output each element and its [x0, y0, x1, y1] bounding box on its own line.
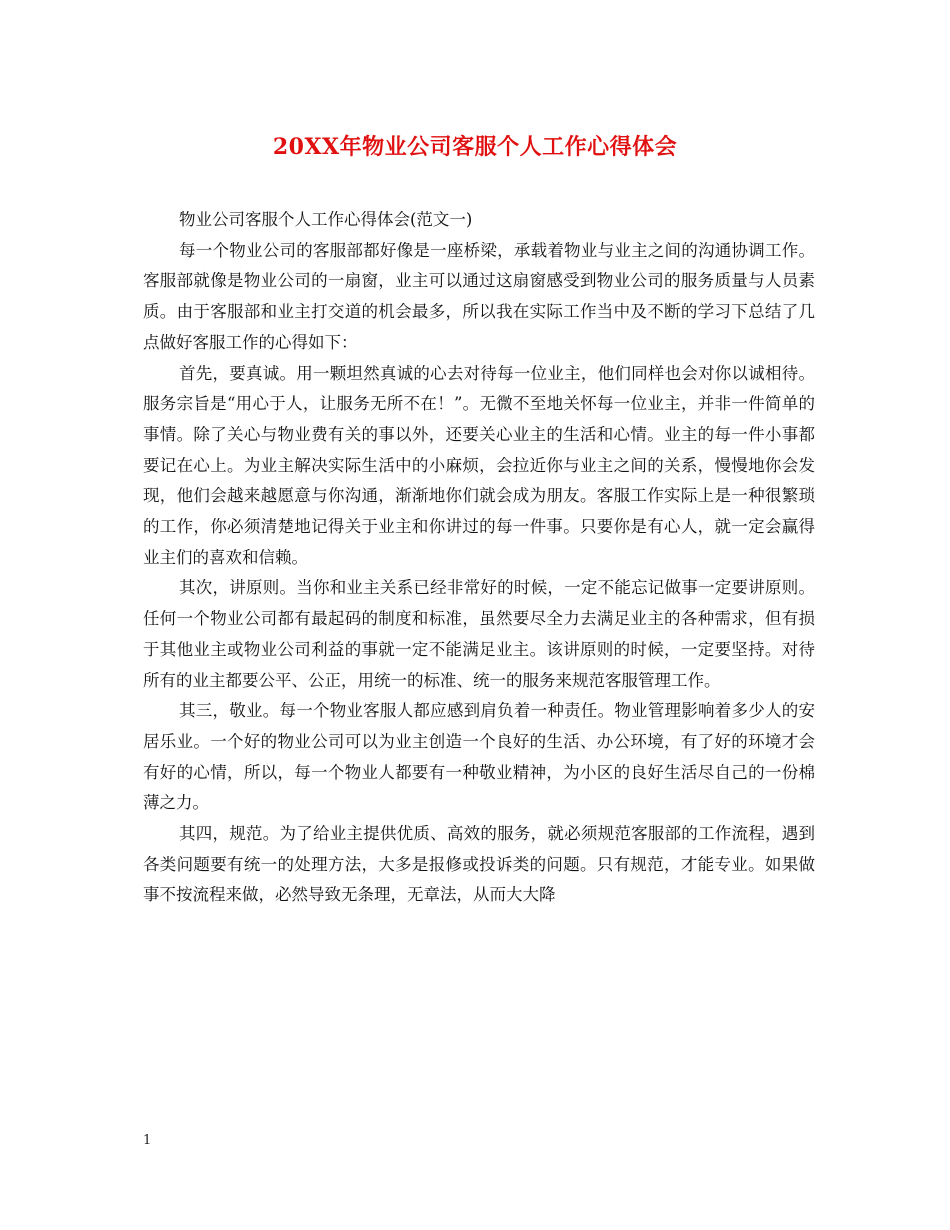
paragraph-intro: 每一个物业公司的客服部都好像是一座桥梁，承载着物业与业主之间的沟通协调工作。客服部就像是物业公司的一扇窗，业主可以通过这扇窗感受到物业公司的服务质量与人员素质。由于客服部和业主打交道的机会最多，所以我在实际工作当中及不断的学习下总结了几点做好客服工作的心得如下：: [143, 240, 815, 352]
paragraph-dedication: 其三，敬业。每一个物业客服人都应感到肩负着一种责任。物业管理影响着多少人的安居乐业。一个好的物业公司可以为业主创造一个良好的生活、办公环境，有了好的环境才会有好的心情，所以，每一个物业人都要有一种敬业精神，为小区的良好生活尽自己的一份棉薄之力。: [143, 701, 815, 813]
page-number: 1: [143, 1133, 152, 1148]
document-body: [143, 205, 815, 911]
paragraph-sincerity: 首先，要真诚。用一颗坦然真诚的心去对待每一位业主，他们同样也会对你以诚相待。服务宗旨是“用心于人，让服务无所不在！”。无微不至地关怀每一位业主，并非一件简单的事情。除了关心与物业费有关的事以外，还要关心业主的生活和心情。业主的每一件小事都要记在心上。为业主解决实际生活中的小麻烦，会拉近你与业主之间的关系，慢慢地你会发现，他们会越来越愿意与你沟通，渐渐地你们就会成为朋友。客服工作实际上是一种很繁琐的工作，你必须清楚地记得关于业主和你讲过的每一件事。只要你是有心人，就一定会赢得业主们的喜欢和信赖。: [143, 363, 815, 567]
document-title: 20XX年物业公司客服个人工作心得体会: [272, 134, 678, 160]
document-subtitle: 物业公司客服个人工作心得体会(范文一): [179, 210, 473, 229]
paragraph-standardization: 其四，规范。为了给业主提供优质、高效的服务，就必须规范客服部的工作流程，遇到各类问题要有统一的处理方法，大多是报修或投诉类的问题。只有规范，才能专业。如果做事不按流程来做，必然导致无条理，无章法，从而大大降: [143, 824, 815, 905]
paragraph-principle: 其次，讲原则。当你和业主关系已经非常好的时候，一定不能忘记做事一定要讲原则。任何一个物业公司都有最起码的制度和标准，虽然要尽全力去满足业主的各种需求，但有损于其他业主或物业公司利益的事就一定不能满足业主。该讲原则的时候，一定要坚持。对待所有的业主都要公平、公正，用统一的标准、统一的服务来规范客服管理工作。: [143, 578, 815, 690]
